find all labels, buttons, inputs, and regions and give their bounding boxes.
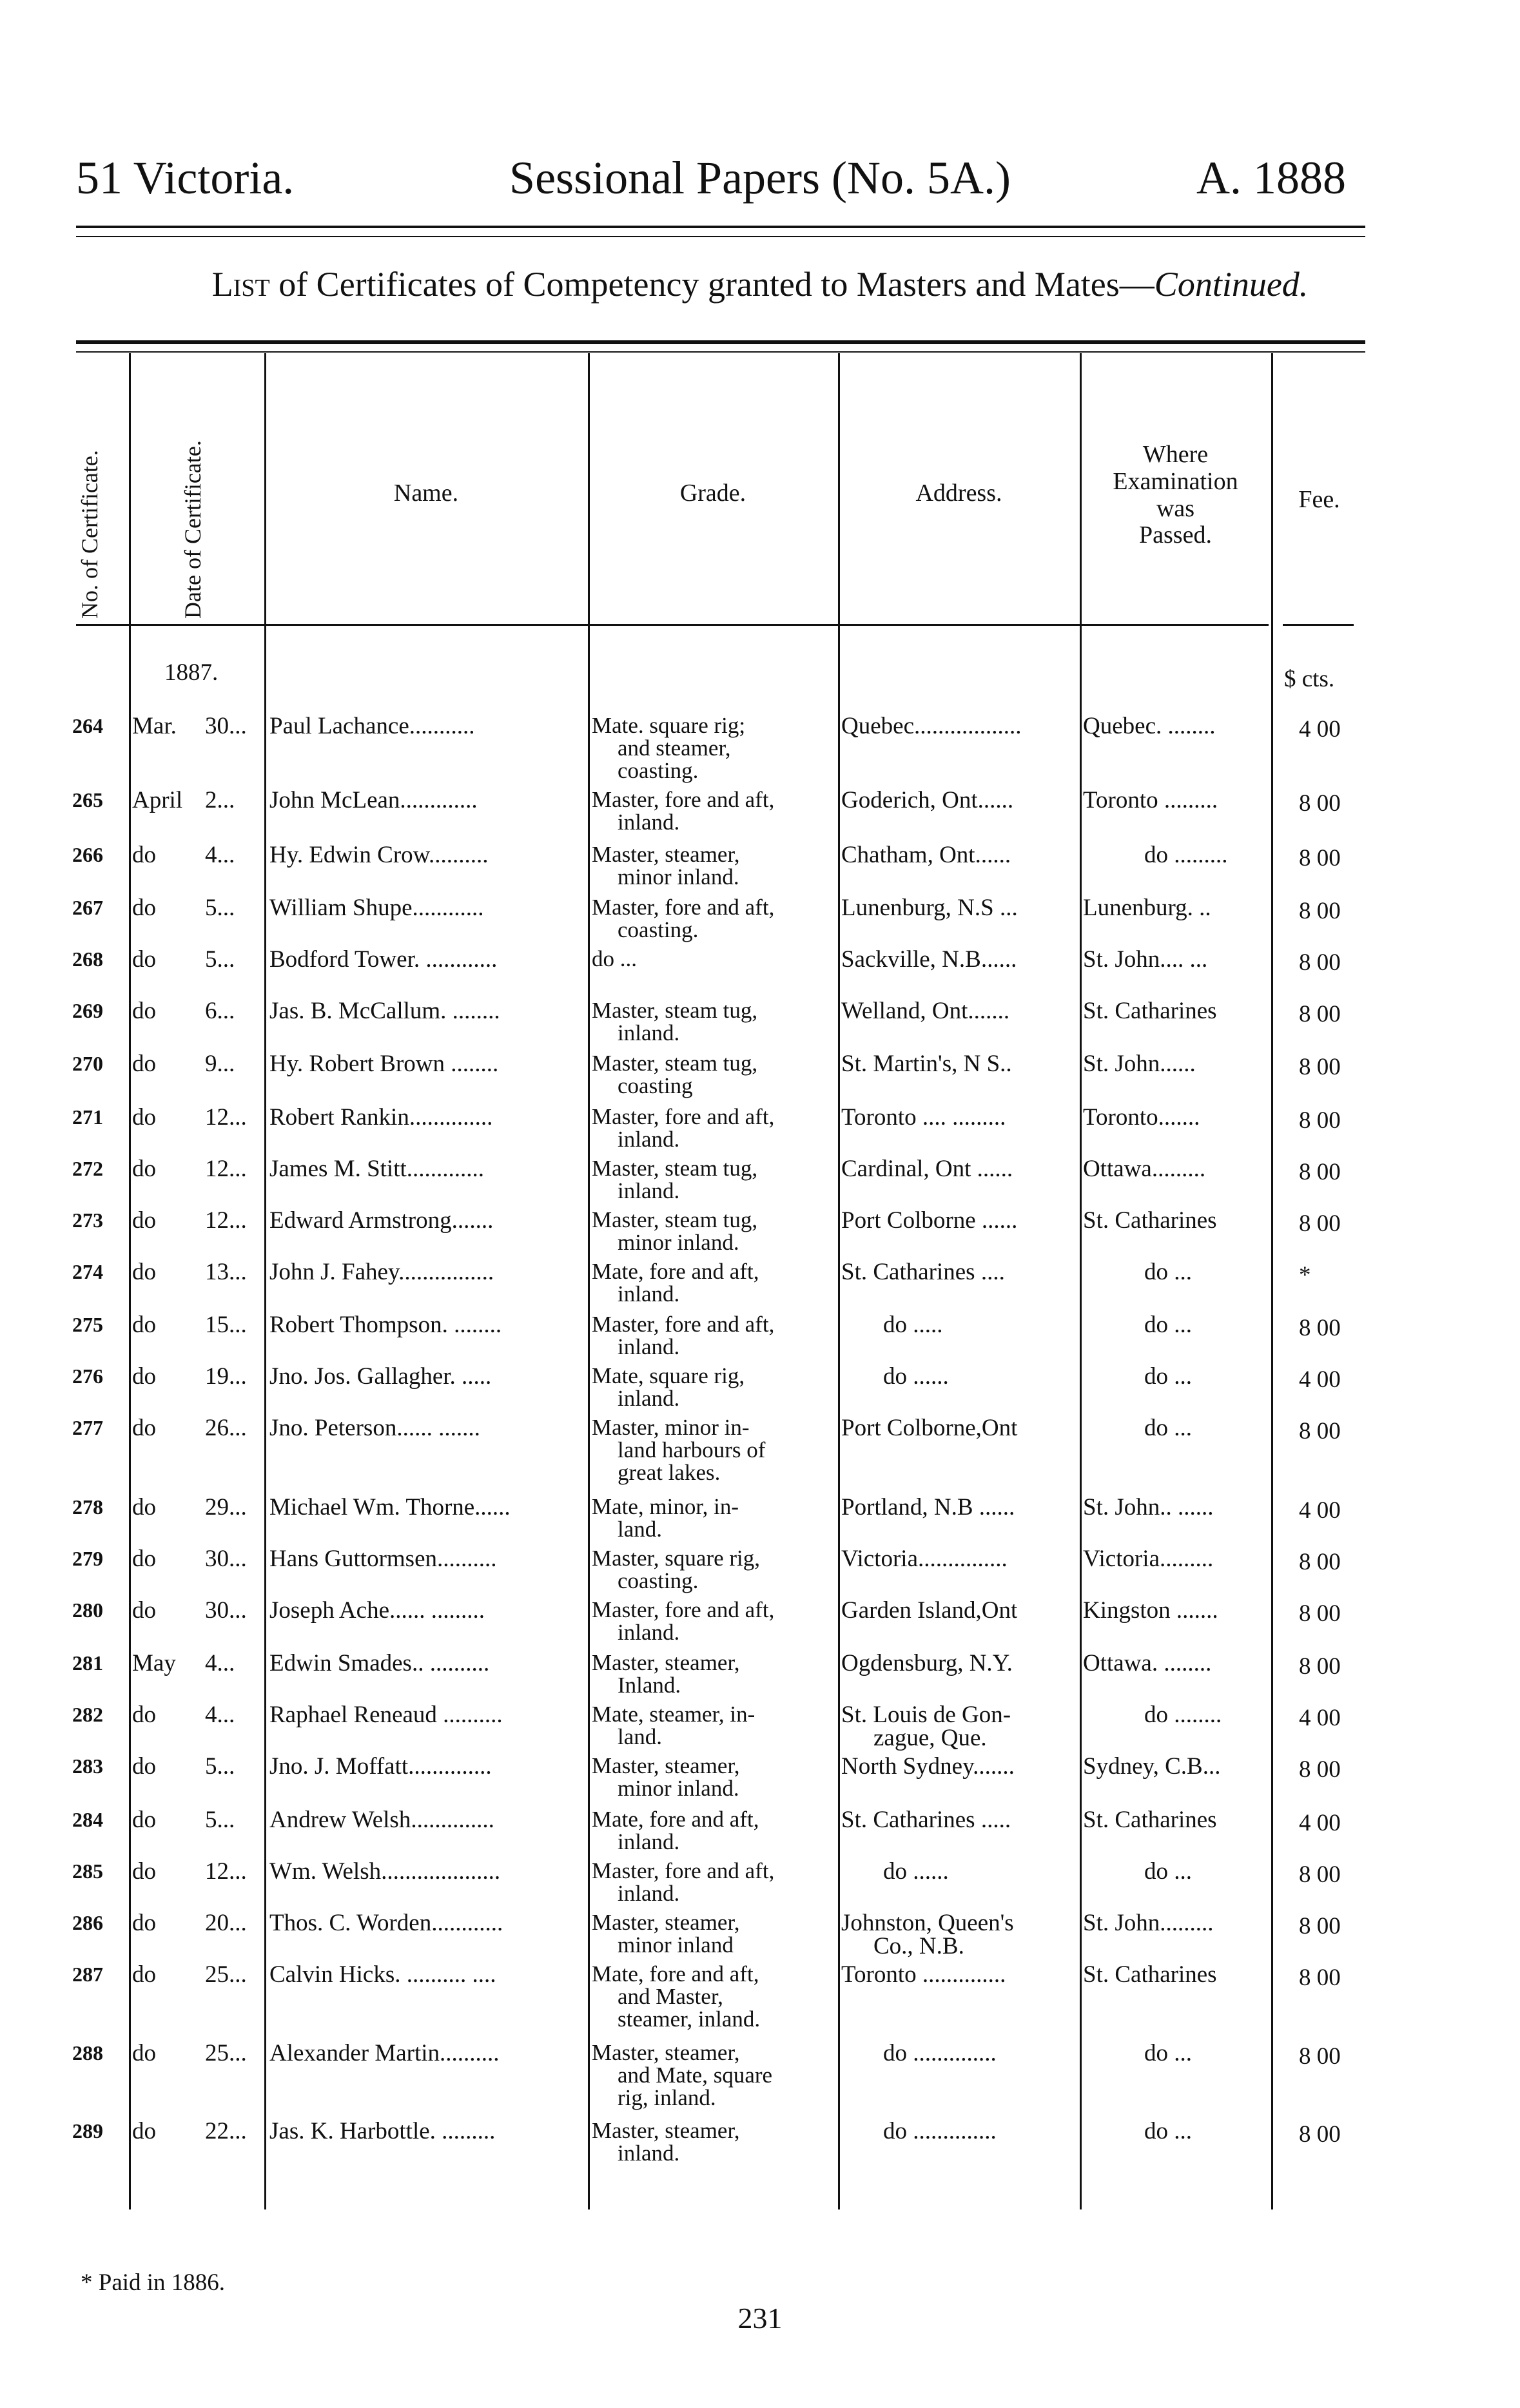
- address: Port Colborne ......: [841, 1207, 1018, 1234]
- examination-place: do ...: [1144, 1858, 1192, 1885]
- address: St. Catharines .....: [841, 1807, 1011, 1833]
- grade-line: minor inland.: [618, 1776, 739, 1801]
- fee: 8 00: [1299, 1210, 1341, 1237]
- grade: [592, 1416, 835, 1484]
- column-divider: [264, 353, 266, 2209]
- grade: [592, 947, 835, 970]
- day: 30...: [205, 713, 247, 739]
- certificate-number: 281: [72, 1651, 103, 1675]
- certificate-number: 266: [72, 843, 103, 866]
- name: Raphael Reneaud ..........: [269, 1702, 503, 1728]
- grade-line: inland.: [618, 1881, 680, 1906]
- grade-line: Master, fore and aft,: [592, 895, 775, 920]
- grade-line: coasting: [618, 1073, 693, 1098]
- examination-place: St. Catharines: [1083, 998, 1217, 1024]
- where-line: Where: [1142, 441, 1209, 468]
- examination-place: St. Catharines: [1083, 1961, 1217, 1988]
- address: do ......: [883, 1363, 949, 1390]
- grade: [592, 788, 835, 833]
- column-divider: [1080, 353, 1082, 2209]
- examination-place: Victoria.........: [1083, 1546, 1214, 1572]
- grade-line: Master, fore and aft,: [592, 1312, 775, 1337]
- fee: 8 00: [1299, 1159, 1341, 1185]
- examination-place: do ...: [1144, 1259, 1192, 1285]
- grade-line: steamer, inland.: [618, 2006, 761, 2032]
- grade: [592, 1547, 835, 1592]
- year-label: 1887.: [164, 659, 219, 686]
- certificate-number: 265: [72, 788, 103, 811]
- grade-line: Mate, fore and aft,: [592, 1807, 759, 1832]
- name: Alexander Martin..........: [269, 2040, 500, 2066]
- month: do: [132, 1546, 156, 1572]
- certificate-number: 268: [72, 947, 103, 971]
- name: Paul Lachance...........: [269, 713, 475, 739]
- address: do ..............: [883, 2040, 997, 2066]
- examination-place: Toronto .........: [1083, 787, 1218, 813]
- month: do: [132, 1702, 156, 1728]
- title-main: of Certificates of Competency granted to Masters and Mates—: [278, 265, 1155, 304]
- grade-line: Master, steamer,: [592, 2118, 740, 2143]
- day: 20...: [205, 1910, 247, 1936]
- grade: [592, 1313, 835, 1358]
- examination-place: St. John......: [1083, 1051, 1196, 1077]
- day: 12...: [205, 1104, 247, 1131]
- name: Thos. C. Worden............: [269, 1910, 503, 1936]
- examination-place: do .........: [1144, 842, 1228, 868]
- grade-line: Mate, fore and aft,: [592, 1259, 759, 1284]
- header-left: 51 Victoria.: [76, 152, 295, 204]
- examination-place: Sydney, C.B...: [1083, 1753, 1221, 1780]
- day: 4...: [205, 1702, 235, 1728]
- name: Robert Rankin..............: [269, 1104, 493, 1131]
- column-header-fee: Fee.: [1298, 486, 1340, 513]
- header-rule-thin: [76, 236, 1365, 237]
- grade: [592, 2041, 835, 2109]
- name: Hy. Robert Brown ........: [269, 1051, 499, 1077]
- grade-line: Master, fore and aft,: [592, 787, 775, 812]
- address: Port Colborne,Ont: [841, 1415, 1018, 1441]
- grade: [592, 1052, 835, 1097]
- examination-place: do ...: [1144, 1363, 1192, 1390]
- name: Robert Thompson. ........: [269, 1312, 502, 1338]
- examination-place: St. Catharines: [1083, 1207, 1217, 1234]
- grade: [592, 1495, 835, 1540]
- fee: 8 00: [1299, 790, 1341, 817]
- fee: *: [1299, 1262, 1311, 1288]
- name: Andrew Welsh..............: [269, 1807, 494, 1833]
- column-header-date: Date of Certificate.: [180, 440, 206, 619]
- grade: [592, 1364, 835, 1410]
- day: 15...: [205, 1312, 247, 1338]
- certificate-number: 288: [72, 2041, 103, 2064]
- day: 26...: [205, 1415, 247, 1441]
- day: 25...: [205, 1961, 247, 1988]
- grade: [592, 1703, 835, 1748]
- grade-line: Master, square rig,: [592, 1546, 761, 1571]
- examination-place: do ...: [1144, 2040, 1192, 2066]
- title-prefix: List: [211, 265, 270, 304]
- month: do: [132, 1051, 156, 1077]
- name: Jas. K. Harbottle. .........: [269, 2118, 496, 2144]
- page-title: [0, 264, 1520, 304]
- certificate-number: 280: [72, 1598, 103, 1622]
- month: May: [132, 1650, 176, 1676]
- grade-line: Master, steamer,: [592, 1650, 740, 1675]
- grade: [592, 843, 835, 888]
- day: 30...: [205, 1597, 247, 1624]
- grade-line: Master, fore and aft,: [592, 1858, 775, 1883]
- month: do: [132, 1415, 156, 1441]
- grade: [592, 1598, 835, 1644]
- examination-place: St. Catharines: [1083, 1807, 1217, 1833]
- grade-line: inland.: [618, 1020, 680, 1045]
- address: Victoria...............: [841, 1546, 1008, 1572]
- day: 12...: [205, 1858, 247, 1885]
- grade: [592, 1911, 835, 1956]
- examination-place: Kingston .......: [1083, 1597, 1218, 1624]
- grade-line: inland.: [618, 1386, 680, 1411]
- fee: 4 00: [1299, 716, 1341, 743]
- month: do: [132, 1494, 156, 1520]
- name: Edward Armstrong.......: [269, 1207, 494, 1234]
- fee: 8 00: [1299, 845, 1341, 871]
- address: Toronto ..............: [841, 1961, 1006, 1988]
- certificate-number: 275: [72, 1313, 103, 1336]
- fee: 8 00: [1299, 1861, 1341, 1888]
- address: Johnston, Queen's: [841, 1910, 1014, 1936]
- certificate-number: 270: [72, 1052, 103, 1075]
- column-divider: [129, 353, 131, 2209]
- grade-line: coasting.: [618, 758, 699, 783]
- address-continued: zague, Que.: [873, 1725, 987, 1751]
- grade-line: Master, steam tug,: [592, 1051, 758, 1076]
- month: do: [132, 1104, 156, 1131]
- fee: 8 00: [1299, 1600, 1341, 1627]
- column-header-where: [1080, 442, 1271, 549]
- title-suffix: Continued.: [1154, 265, 1309, 304]
- grade: [592, 1963, 835, 2030]
- grade-line: coasting.: [618, 1568, 699, 1593]
- fee: 4 00: [1299, 1366, 1341, 1393]
- day: 13...: [205, 1259, 247, 1285]
- grade-line: coasting.: [618, 917, 699, 942]
- examination-place: do ...: [1144, 1312, 1192, 1338]
- day: 30...: [205, 1546, 247, 1572]
- day: 19...: [205, 1363, 247, 1390]
- grade-line: minor inland.: [618, 1230, 739, 1255]
- grade: [592, 1209, 835, 1254]
- grade-line: Master, steamer,: [592, 2040, 740, 2065]
- footnote: * Paid in 1886.: [81, 2269, 226, 2296]
- fee: 4 00: [1299, 1705, 1341, 1731]
- grade-line: and Master,: [618, 1984, 723, 2009]
- where-line: Examination: [1113, 467, 1238, 495]
- examination-place: do ...: [1144, 2118, 1192, 2144]
- column-header-grade: Grade.: [679, 480, 746, 507]
- month: do: [132, 1363, 156, 1390]
- grade-line: Master, fore and aft,: [592, 1104, 775, 1129]
- day: 29...: [205, 1494, 247, 1520]
- grade: [592, 1808, 835, 1853]
- grade: [592, 714, 835, 782]
- name: Hans Guttormsen..........: [269, 1546, 497, 1572]
- address: do ..............: [883, 2118, 997, 2144]
- name: Jas. B. McCallum. ........: [269, 998, 500, 1024]
- header-center: Sessional Papers (No. 5A.): [509, 152, 1011, 204]
- grade-line: do ...: [592, 946, 637, 971]
- fee: 8 00: [1299, 1418, 1341, 1444]
- address: Quebec..................: [841, 713, 1022, 739]
- fee: 8 00: [1299, 898, 1341, 924]
- grade-line: great lakes.: [618, 1460, 721, 1485]
- table-top-rule: [76, 340, 1365, 344]
- address: Cardinal, Ont ......: [841, 1156, 1013, 1182]
- certificate-number: 276: [72, 1364, 103, 1388]
- month: do: [132, 1807, 156, 1833]
- grade-line: land.: [618, 1517, 663, 1542]
- examination-place: do ...: [1144, 1415, 1192, 1441]
- certificate-number: 286: [72, 1911, 103, 1934]
- address: Garden Island,Ont: [841, 1597, 1018, 1624]
- grade-line: land harbours of: [618, 1437, 766, 1462]
- grade-line: Master, fore and aft,: [592, 1597, 775, 1622]
- examination-place: St. John.........: [1083, 1910, 1214, 1936]
- name: Jno. Peterson...... .......: [269, 1415, 480, 1441]
- grade: [592, 999, 835, 1044]
- name: Hy. Edwin Crow..........: [269, 842, 489, 868]
- address: Portland, N.B ......: [841, 1494, 1015, 1520]
- month: do: [132, 1207, 156, 1234]
- grade: [592, 1754, 835, 1800]
- day: 2...: [205, 787, 235, 813]
- certificate-number: 279: [72, 1547, 103, 1570]
- column-divider: [838, 353, 840, 2209]
- grade-line: inland.: [618, 1281, 680, 1306]
- day: 5...: [205, 1807, 235, 1833]
- grade-line: Mate, steamer, in-: [592, 1702, 755, 1727]
- column-header-address: Address.: [915, 480, 1002, 507]
- fee: 8 00: [1299, 2043, 1341, 2070]
- examination-place: St. John.. ......: [1083, 1494, 1214, 1520]
- name: Jno. Jos. Gallagher. .....: [269, 1363, 492, 1390]
- examination-place: Lunenburg. ..: [1083, 895, 1211, 921]
- month: do: [132, 2040, 156, 2066]
- fee: 8 00: [1299, 949, 1341, 976]
- fee: 8 00: [1299, 2121, 1341, 2148]
- name: Wm. Welsh....................: [269, 1858, 501, 1885]
- month: do: [132, 1961, 156, 1988]
- certificate-number: 264: [72, 714, 103, 737]
- column-header-name: Name.: [393, 480, 459, 507]
- month: do: [132, 946, 156, 973]
- fee: 4 00: [1299, 1810, 1341, 1836]
- examination-place: Quebec. ........: [1083, 713, 1216, 739]
- header-bottom-rule-fee: [1283, 624, 1354, 626]
- name: Joseph Ache...... .........: [269, 1597, 485, 1624]
- day: 5...: [205, 946, 235, 973]
- day: 22...: [205, 2118, 247, 2144]
- certificate-number: 278: [72, 1495, 103, 1519]
- certificate-number: 284: [72, 1808, 103, 1831]
- fee: 8 00: [1299, 1054, 1341, 1080]
- certificate-number: 273: [72, 1209, 103, 1232]
- month: do: [132, 1753, 156, 1780]
- column-divider: [1271, 353, 1273, 2209]
- month: do: [132, 1597, 156, 1624]
- grade-line: and steamer,: [618, 735, 731, 761]
- month: do: [132, 1156, 156, 1182]
- grade-line: Master, steam tug,: [592, 998, 758, 1023]
- address: Ogdensburg, N.Y.: [841, 1650, 1013, 1676]
- address: Toronto .... .........: [841, 1104, 1006, 1131]
- grade-line: inland.: [618, 810, 680, 835]
- grade-line: inland.: [618, 1178, 680, 1203]
- name: Michael Wm. Thorne......: [269, 1494, 511, 1520]
- where-line: was: [1156, 494, 1195, 522]
- month: do: [132, 842, 156, 868]
- name: Bodford Tower. ............: [269, 946, 498, 973]
- grade: [592, 1157, 835, 1202]
- header-right: A. 1888: [1196, 152, 1346, 204]
- fee: 4 00: [1299, 1497, 1341, 1524]
- address-continued: Co., N.B.: [873, 1933, 964, 1959]
- certificate-number: 285: [72, 1859, 103, 1883]
- day: 25...: [205, 2040, 247, 2066]
- grade-line: inland.: [618, 1829, 680, 1854]
- name: James M. Stitt.............: [269, 1156, 485, 1182]
- address: St. Martin's, N S..: [841, 1051, 1012, 1077]
- name: William Shupe............: [269, 895, 484, 921]
- grade-line: land.: [618, 1724, 663, 1749]
- fee-unit: $ cts.: [1284, 666, 1335, 692]
- fee: 8 00: [1299, 1965, 1341, 1991]
- certificate-number: 271: [72, 1105, 103, 1129]
- name: John J. Fahey................: [269, 1259, 494, 1285]
- certificate-number: 283: [72, 1754, 103, 1778]
- grade-line: inland.: [618, 1334, 680, 1359]
- day: 5...: [205, 895, 235, 921]
- month: do: [132, 1312, 156, 1338]
- grade-line: Master, steamer,: [592, 1753, 740, 1778]
- certificate-number: 269: [72, 999, 103, 1022]
- fee: 8 00: [1299, 1756, 1341, 1783]
- grade-line: rig, inland.: [618, 2085, 716, 2110]
- month: April: [132, 787, 183, 813]
- address: Sackville, N.B......: [841, 946, 1017, 973]
- day: 12...: [205, 1156, 247, 1182]
- grade-line: Mate, minor, in-: [592, 1494, 739, 1519]
- grade-line: Mate, fore and aft,: [592, 1961, 759, 1986]
- address: Welland, Ont.......: [841, 998, 1010, 1024]
- where-line: Passed.: [1139, 521, 1212, 549]
- address: Lunenburg, N.S ...: [841, 895, 1018, 921]
- certificate-number: 277: [72, 1416, 103, 1439]
- grade-line: Master, steam tug,: [592, 1156, 758, 1181]
- address: St. Louis de Gon-: [841, 1702, 1011, 1728]
- certificate-number: 289: [72, 2119, 103, 2142]
- grade: [592, 1260, 835, 1305]
- certificate-number: 287: [72, 1963, 103, 1986]
- grade-line: Mate, square rig,: [592, 1363, 745, 1388]
- certificate-number: 272: [72, 1157, 103, 1180]
- grade: [592, 1105, 835, 1151]
- examination-place: Ottawa.........: [1083, 1156, 1206, 1182]
- grade-line: inland.: [618, 1127, 680, 1152]
- grade: [592, 1859, 835, 1905]
- address: do ......: [883, 1858, 949, 1885]
- page-number: 231: [737, 2302, 783, 2335]
- grade: [592, 2119, 835, 2164]
- month: do: [132, 1259, 156, 1285]
- grade-line: Master, steamer,: [592, 842, 740, 867]
- header-rule: [76, 226, 1365, 228]
- grade-line: and Mate, square: [618, 2063, 773, 2088]
- name: Edwin Smades.. ..........: [269, 1650, 490, 1676]
- certificate-number: 282: [72, 1703, 103, 1726]
- month: do: [132, 1858, 156, 1885]
- day: 12...: [205, 1207, 247, 1234]
- grade: [592, 896, 835, 941]
- grade-line: Master, minor in-: [592, 1415, 750, 1440]
- day: 6...: [205, 998, 235, 1024]
- address: St. Catharines ....: [841, 1259, 1005, 1285]
- month: do: [132, 895, 156, 921]
- grade-line: Inland.: [618, 1673, 681, 1698]
- name: John McLean.............: [269, 787, 478, 813]
- grade-line: Mate. square rig;: [592, 713, 746, 738]
- certificate-number: 267: [72, 896, 103, 919]
- day: 9...: [205, 1051, 235, 1077]
- grade-line: inland.: [618, 2141, 680, 2166]
- address: Goderich, Ont......: [841, 787, 1014, 813]
- grade: [592, 1651, 835, 1696]
- month: do: [132, 998, 156, 1024]
- month: do: [132, 1910, 156, 1936]
- column-divider: [588, 353, 590, 2209]
- grade-line: Master, steam tug,: [592, 1207, 758, 1232]
- certificate-number: 274: [72, 1260, 103, 1283]
- column-header-number: No. of Certificate.: [77, 450, 102, 619]
- fee: 8 00: [1299, 1913, 1341, 1939]
- day: 4...: [205, 842, 235, 868]
- grade-line: Master, steamer,: [592, 1910, 740, 1935]
- table-top-rule-thin: [76, 351, 1365, 353]
- name: Jno. J. Moffatt..............: [269, 1753, 492, 1780]
- fee: 8 00: [1299, 1315, 1341, 1341]
- grade-line: minor inland.: [618, 864, 739, 889]
- examination-place: Toronto.......: [1083, 1104, 1200, 1131]
- name: Calvin Hicks. .......... ....: [269, 1961, 496, 1988]
- examination-place: do ........: [1144, 1702, 1222, 1728]
- fee: 8 00: [1299, 1107, 1341, 1134]
- day: 4...: [205, 1650, 235, 1676]
- fee: 8 00: [1299, 1549, 1341, 1575]
- grade-line: inland.: [618, 1620, 680, 1645]
- address: do .....: [883, 1312, 943, 1338]
- examination-place: St. John.... ...: [1083, 946, 1208, 973]
- grade-line: minor inland: [618, 1932, 734, 1957]
- fee: 8 00: [1299, 1653, 1341, 1680]
- address: Chatham, Ont......: [841, 842, 1011, 868]
- month: do: [132, 2118, 156, 2144]
- day: 5...: [205, 1753, 235, 1780]
- address: North Sydney.......: [841, 1753, 1015, 1780]
- month: Mar.: [132, 713, 177, 739]
- examination-place: Ottawa. ........: [1083, 1650, 1212, 1676]
- fee: 8 00: [1299, 1001, 1341, 1027]
- header-bottom-rule: [76, 624, 1269, 626]
